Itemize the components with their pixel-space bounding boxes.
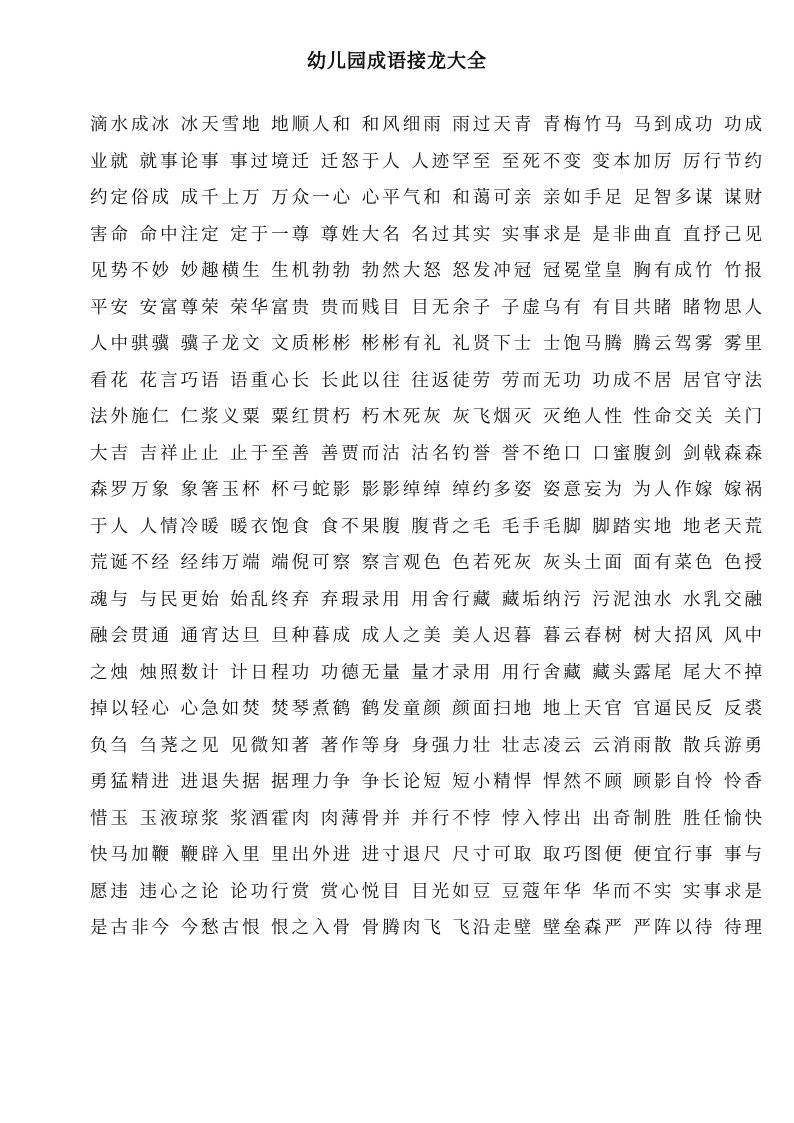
text-line: 森罗万象 象箸玉杯 杯弓蛇影 影影绰绰 绰约多姿 姿意妄为 为人作嫁 嫁祸 [90, 480, 762, 500]
text-line: 业就 就事论事 事过境迁 迁怒于人 人迹罕至 至死不变 变本加厉 厉行节约 [90, 151, 762, 172]
text-line: 融会贯通 通宵达旦 旦种暮成 成人之美 美人迟暮 暮云春树 树大招风 风中 [90, 626, 762, 646]
text-line: 魂与 与民更始 始乱终弃 弃瑕录用 用舍行藏 藏垢纳污 污泥浊水 水乳交融 [90, 589, 762, 610]
text-line: 见势不妙 妙趣横生 生机勃勃 勃然大怒 怒发冲冠 冠冕堂皇 胸有成竹 竹报 [90, 261, 762, 281]
page-title: 幼儿园成语接龙大全 [306, 50, 487, 72]
idiom-chain-text [90, 107, 762, 947]
text-line: 荒诞不经 经纬万端 端倪可察 察言观色 色若死灰 灰头土面 面有菜色 色授 [90, 553, 762, 573]
text-line: 约定俗成 成千上万 万众一心 心平气和 和蔼可亲 亲如手足 足智多谋 谋财 [90, 188, 762, 208]
text-line: 滴水成冰 冰天雪地 地顺人和 和风细雨 雨过天青 青梅竹马 马到成功 功成 [90, 115, 762, 135]
text-line: 是古非今 今愁古恨 恨之入骨 骨腾肉飞 飞沿走壁 壁垒森严 严阵以待 待理 [90, 918, 762, 938]
text-line: 人中骐骥 骥子龙文 文质彬彬 彬彬有礼 礼贤下士 士饱马腾 腾云驾雾 雾里 [90, 334, 762, 354]
text-line: 快马加鞭 鞭辟入里 里出外进 进寸退尺 尺寸可取 取巧图便 便宜行事 事与 [90, 845, 762, 865]
text-line: 平安 安富尊荣 荣华富贵 贵而贱目 目无余子 子虚乌有 有目共睹 睹物思人 [90, 297, 762, 318]
text-line: 于人 人情冷暖 暖衣饱食 食不果腹 腹背之毛 毛手毛脚 脚踏实地 地老天荒 [90, 516, 762, 537]
text-line: 愿违 违心之论 论功行赏 赏心悦目 目光如豆 豆蔻年华 华而不实 实事求是 [90, 881, 762, 902]
text-line: 大吉 吉祥止止 止于至善 善贾而沽 沽名钓誉 誉不绝口 口蜜腹剑 剑戟森森 [90, 443, 762, 464]
text-line: 之烛 烛照数计 计日程功 功德无量 量才录用 用行舍藏 藏头露尾 尾大不掉 [90, 662, 762, 683]
text-line: 负刍 刍荛之见 见微知著 著作等身 身强力壮 壮志凌云 云消雨散 散兵游勇 [90, 735, 762, 756]
text-line: 惜玉 玉液琼浆 浆酒霍肉 肉薄骨并 并行不悖 悖入悖出 出奇制胜 胜任愉快 [90, 808, 762, 829]
text-line: 掉以轻心 心急如焚 焚琴煮鹤 鹤发童颜 颜面扫地 地上天官 官逼民反 反裘 [90, 699, 762, 719]
text-line: 法外施仁 仁浆义粟 粟红贯朽 朽木死灰 灰飞烟灭 灭绝人性 性命交关 关门 [90, 407, 762, 427]
text-line: 勇猛精进 进退失据 据理力争 争长论短 短小精悍 悍然不顾 顾影自怜 怜香 [90, 772, 762, 792]
text-line: 害命 命中注定 定于一尊 尊姓大名 名过其实 实事求是 是非曲直 直抒己见 [90, 224, 762, 245]
text-line: 看花 花言巧语 语重心长 长此以往 往返徒劳 劳而无功 功成不居 居官守法 [90, 370, 762, 391]
